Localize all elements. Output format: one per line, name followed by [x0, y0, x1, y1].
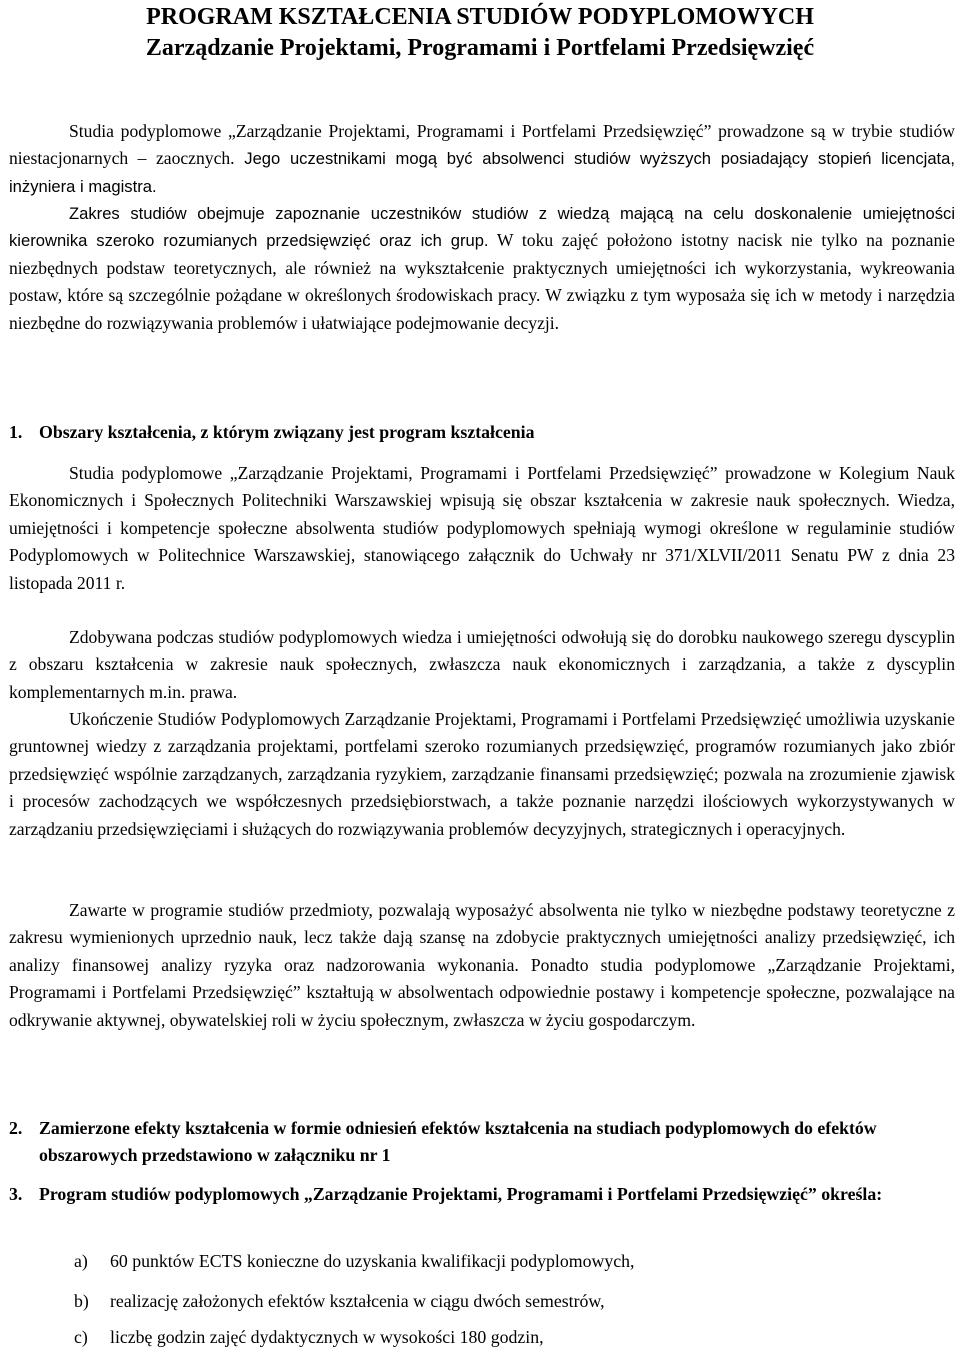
intro-paragraph — [9, 118, 955, 200]
intro-text-part1: Studia podyplomowe „Zarządzanie Projektami, Programami i Portfelami Przedsięwzięć” prowadzone są w trybie studiów niestacjonarnych – zaocznych. — [9, 121, 955, 169]
list-item-text: liczbę godzin zajęć dydaktycznych w wysokości 180 godzin, — [110, 1327, 544, 1347]
section-2-heading — [9, 1115, 955, 1169]
list-item-marker: c) — [74, 1327, 88, 1347]
section-1-paragraph-4: Zawarte w programie studiów przedmioty, pozwalają wyposażyć absolwenta nie tylko w niezbędne podstawy teoretyczne z zakresu wymienionych uprzednio nauk, lecz także dają szansę na zdobycie praktycznych umiejętności analizy przedsięwzięć, ich analizy finansowej analizy ryzyka oraz nadzorowania wykonania. Ponadto studia podyplomowe „Zarządzanie Projektami, Programami i Portfelami Przedsięwzięć” kształtują w absolwentach odpowiednie postawy i kompetencje społeczne, pozwalające na odkrywanie aktywnej, obywatelskiej roli w życiu społecznym, zwłaszcza w życiu gospodarczym. — [9, 900, 955, 1030]
section-2-title: Zamierzone efekty kształcenia w formie odniesień efektów kształcenia na studiach podyplomowych do efektów obszarowych przedstawiono w załączniku nr 1 — [39, 1118, 877, 1165]
document-title: PROGRAM KSZTAŁCENIA STUDIÓW PODYPLOMOWYCH — [146, 4, 814, 30]
scope-text-part1: Zakres studiów obejmuje zapoznanie uczestników studiów z wiedzą mającą na celu doskonalenie umiejętności kierownika szeroko rozumianych przedsięwzięć oraz ich grup. — [9, 204, 955, 251]
list-item-marker: a) — [74, 1251, 88, 1271]
section-2-number: 2. — [9, 1118, 23, 1138]
scope-paragraph — [9, 200, 955, 337]
scope-text-part2: W toku zajęć położono istotny nacisk nie tylko na poznanie niezbędnych podstaw teoretycznych, ale również na wykształcenie praktycznych umiejętności ich wykorzystania, wykreowania postaw, które są szczególnie pożądane w określonych środowiskach pracy. W związku z tym wyposaża się ich w metody i narzędzia niezbędne do rozwiązywania problemów i ułatwiające podejmowanie decyzji. — [9, 230, 955, 333]
list-item-text: realizację założonych efektów kształcenia w ciągu dwóch semestrów, — [110, 1291, 605, 1311]
section-1-heading — [9, 419, 955, 446]
section-3-heading — [9, 1181, 955, 1208]
list-item-marker: b) — [74, 1291, 89, 1311]
document-subtitle: Zarządzanie Projektami, Programami i Portfelami Przedsięwzięć — [145, 35, 815, 61]
section-1-paragraph-1: Studia podyplomowe „Zarządzanie Projektami, Programami i Portfelami Przedsięwzięć” prowadzone w Kolegium Nauk Ekonomicznych i Społecznych Politechniki Warszawskiej wpisują się obszar kształcenia w zakresie nauk społecznych. Wiedza, umiejętności i kompetencje społeczne absolwenta studiów podyplomowych spełniają wymogi określone w regulaminie studiów Podyplomowych w Politechnice Warszawskiej, stanowiącego załącznik do Uchwały nr 371/XLVII/2011 Senatu PW z dnia 23 listopada 2011 r. — [9, 463, 955, 593]
intro-text-part2: Jego uczestnikami mogą być absolwenci studiów wyższych posiadający stopień licencjata, inżyniera i magistra. — [9, 149, 956, 196]
list-item-text: 60 punktów ECTS konieczne do uzyskania kwalifikacji podyplomowych, — [110, 1251, 635, 1271]
section-3-title: Program studiów podyplomowych „Zarządzanie Projektami, Programami i Portfelami Przedsięwzięć” określa: — [39, 1184, 883, 1204]
section-1-number: 1. — [9, 422, 23, 442]
section-1-paragraph-2: Zdobywana podczas studiów podyplomowych wiedza i umiejętności odwołują się do dorobku naukowego szeregu dyscyplin z obszaru kształcenia w zakresie nauk społecznych, zwłaszcza nauk ekonomicznych i zarządzania, a także z dyscyplin komplementarnych m.in. prawa. — [9, 627, 955, 702]
section-1-paragraph-3: Ukończenie Studiów Podyplomowych Zarządzanie Projektami, Programami i Portfelami Przedsięwzięć umożliwia uzyskanie gruntownej wiedzy z zarządzania projektami, portfelami szeroko rozumianych przedsięwzięć, programów rozumianych jako zbiór przedsięwzięć wspólnie zarządzanych, zarządzania ryzykiem, zarządzanie finansami przedsięwzięć; pozwala na zrozumienie zjawisk i procesów zachodzących we współczesnych przedsiębiorstwach, a także poznanie narzędzi ilościowych wykorzystywanych w zarządzaniu przedsięwzięciami i służących do rozwiązywania problemów decyzyjnych, strategicznych i operacyjnych. — [9, 709, 955, 839]
section-3-number: 3. — [9, 1184, 23, 1204]
section-1-title: Obszary kształcenia, z którym związany jest program kształcenia — [39, 422, 535, 442]
